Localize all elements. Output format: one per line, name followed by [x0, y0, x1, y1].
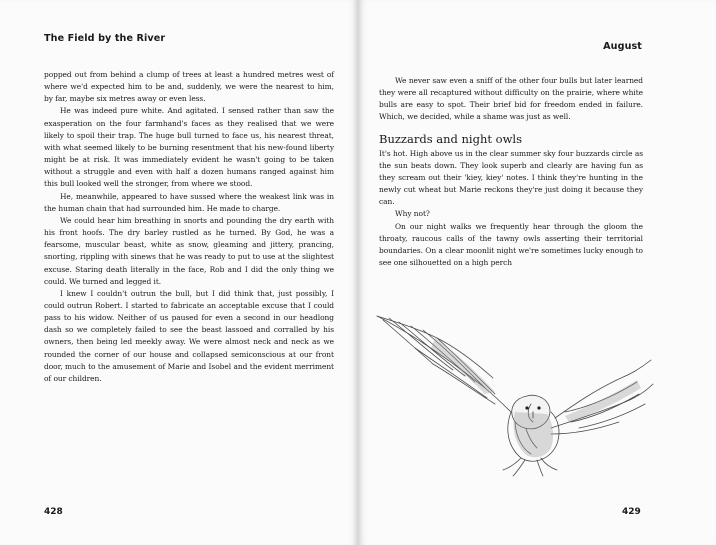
right-page-body — [379, 75, 643, 269]
left-page-body — [44, 69, 334, 385]
page-number-right: 429 — [622, 507, 641, 517]
paragraph: We never saw even a sniff of the other four bulls but later learned they were all recaptured without difficulty on the prairie, where white bulls are easy to spot. Their brief bid for freedom ended in failure. Which, we decided, while a shame was just as well. — [379, 76, 643, 122]
paragraph: I knew I couldn't outrun the bull, but I did think that, just possibly, I could outrun Robert. I started to fabricate an acceptable excuse that I could pass to his widow. Neither of us paused for even a second in our headlong dash so we completely failed to see the beast lassoed and corralled by his owners, then being led meekly away. We were almost neck and neck as we rounded the corner of our house and collapsed semiconscious at our front door, much to the amusement of Marie and Isobel and the evident merriment of our children. — [44, 288, 334, 383]
barn-owl-illustration — [375, 308, 655, 478]
page-number-left: 428 — [44, 507, 63, 517]
paragraph: He, meanwhile, appeared to have sussed where the weakest link was in the human chain that had surrounded him. He made to charge. — [44, 191, 334, 213]
paragraph: He was indeed pure white. And agitated. I sensed rather than saw the exasperation on the four farmhand's faces as they realised that we were likely to spoil their trap. The huge bull turned to face us, his nearest threat, with what seemed likely to be burning resentment that his new-found liberty might be at risk. It was immediately evident he wasn't going to be taken without a struggle and even with half a dozen humans ranged against him this bull looked well the stronger, from where we stood. — [44, 106, 334, 189]
section-heading: Buzzards and night owls — [379, 131, 523, 146]
paragraph: Why not? — [395, 209, 430, 219]
paragraph: On our night walks we frequently hear through the gloom the throaty, raucous calls of the tawny owls asserting their territorial boundaries. On a clear moonlit night we're sometimes lucky enough to see one silhouetted on a high perch — [379, 221, 643, 268]
paragraph: It's hot. High above us in the clear summer sky four buzzards circle as the sun beats down. They look superb and clearly are having fun as they scream out their 'kiey, kiey' notes. I think they're hunting in the newly cut wheat but Marie reckons they're just doing it because they can. — [379, 148, 643, 207]
paragraph: We could hear him breathing in snorts and pounding the dry earth with his front hoofs. The dry barley rustled as he turned. By God, he was a fearsome, muscular beast, white as snow, gleaming and jittery, prancing, snorting, rippling with sinews that he was ready to put to use at the slightest excuse. Staring death literally in the face, Rob and I did the only thing we could. We turned and legged it. — [44, 215, 334, 286]
running-head-left: The Field by the River — [44, 33, 166, 44]
running-head-right: August — [603, 41, 642, 52]
left-page — [0, 0, 357, 545]
paragraph: popped out from behind a clump of trees at least a hundred metres west of where we'd expected him to be and, suddenly, we were the nearest to him, by far, maybe six metres away or even less. — [44, 70, 334, 104]
